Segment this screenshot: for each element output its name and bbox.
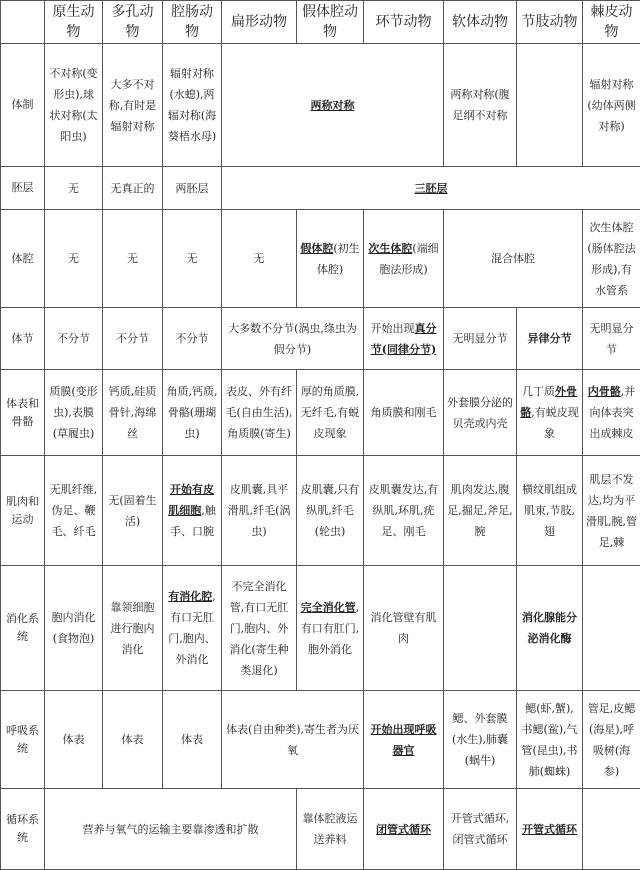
table-cell: 体表(自由种类),寄生者为厌氧	[222, 691, 364, 789]
header-annelid: 环节动物	[364, 1, 444, 44]
table-cell: 无明显分节	[583, 308, 640, 370]
table-cell: 靠领细胞进行胞内消化	[103, 566, 163, 691]
table-cell: 消化腺能分泌消化酶	[517, 566, 583, 691]
header-corner	[1, 1, 45, 44]
table-cell: 厚的角质膜,无纤毛,有蜕皮现象	[297, 370, 364, 456]
table-cell: 体表	[163, 691, 222, 789]
table-cell: 外套膜分泌的贝壳或内壳	[444, 370, 517, 456]
keyword: 次生体腔	[368, 242, 412, 255]
table-cell: 无肌纤维,伪足、鞭毛、纤毛	[45, 456, 103, 566]
table-cell	[297, 210, 364, 308]
table-cell: 混合体腔	[444, 210, 583, 308]
row-circulatory	[1, 789, 640, 870]
table-cell: 无真正的	[103, 167, 163, 210]
table-cell: 质膜(变形虫),表膜(草履虫)	[45, 370, 103, 456]
row-segmentation	[1, 308, 640, 370]
table-cell	[517, 370, 583, 456]
table-cell	[583, 789, 640, 870]
table-cell: 不完全消化管,有口无肛门,胞内、外消化(寄生种类退化)	[222, 566, 297, 691]
cell-text: ,并向体表突出成棘皮	[590, 385, 636, 440]
table-cell	[364, 308, 444, 370]
table-cell: 次生体腔(肠体腔法形成),有水管系	[583, 210, 640, 308]
table-cell: 三胚层	[222, 167, 640, 210]
table-cell: 两胚层	[163, 167, 222, 210]
row-label: 消化系统	[1, 566, 45, 691]
keyword: 内骨骼	[588, 385, 621, 398]
header-mollusca: 软体动物	[444, 1, 517, 44]
row-digestive	[1, 566, 640, 691]
table-cell: 两称对称	[222, 44, 444, 167]
table-cell	[364, 210, 444, 308]
row-label: 体节	[1, 308, 45, 370]
table-cell: 角质,钙质,骨骼(珊瑚虫)	[163, 370, 222, 456]
cell-text: ,有蜕皮现象	[531, 406, 579, 440]
table-cell: 皮肌囊,具平滑肌,纤毛(涡虫)	[222, 456, 297, 566]
table-cell: 鳃(虾,蟹),书鳃(鲎),气管(昆虫),书肺(蜘蛛)	[517, 691, 583, 789]
table-cell: 闭管式循环	[364, 789, 444, 870]
table-cell: 消化管壁有肌肉	[364, 566, 444, 691]
cell-text: ,有口有肛门,胞外消化	[301, 601, 360, 656]
keyword: 假体腔	[300, 242, 333, 255]
header-porifera: 多孔动物	[103, 1, 163, 44]
table-cell	[517, 44, 583, 167]
row-germ-layers	[1, 167, 640, 210]
table-cell: 开始出现呼吸器官	[364, 691, 444, 789]
table-cell: 不分节	[103, 308, 163, 370]
table-cell: 表皮、外有纤毛(自由生活),角质膜(寄生)	[222, 370, 297, 456]
row-respiratory	[1, 691, 640, 789]
table-cell: 开管式循环	[517, 789, 583, 870]
row-label: 循环系统	[1, 789, 45, 870]
cell-text: 几丁质	[522, 385, 555, 398]
table-cell	[163, 566, 222, 691]
table-cell	[444, 566, 517, 691]
table-cell: 体表	[45, 691, 103, 789]
table-cell: 辐射对称(水螅),两辐对称(海葵梧水母)	[163, 44, 222, 167]
row-label: 体腔	[1, 210, 45, 308]
keyword: 有消化腔	[168, 590, 212, 603]
table-cell: 角质膜和刚毛	[364, 370, 444, 456]
table-cell: 无明显分节	[444, 308, 517, 370]
table-cell: 皮肌囊发达,有纵肌,环肌,疣足、刚毛	[364, 456, 444, 566]
table-cell: 大多不对称,有时是辐射对称	[103, 44, 163, 167]
table-cell: 大多数不分节(涡虫,绦虫为假分节)	[222, 308, 364, 370]
table-cell: 皮肌囊,只有纵肌,纤毛(轮虫)	[297, 456, 364, 566]
row-integument	[1, 370, 640, 456]
cell-text: ,触手、口腕	[170, 504, 216, 538]
row-label: 肌肉和运动	[1, 456, 45, 566]
header-arthropod: 节肢动物	[517, 1, 583, 44]
row-muscle	[1, 456, 640, 566]
row-body-plan	[1, 44, 640, 167]
cell-text: 开始出现	[371, 322, 415, 335]
table-cell: 无(固着生活)	[103, 456, 163, 566]
table-cell: 无	[222, 210, 297, 308]
header-pseudocoelomate: 假体腔动物	[297, 1, 364, 44]
table-cell: 肌层不发达,均为平滑肌,腕,管足,棘	[583, 456, 640, 566]
table-cell: 靠体腔液运送养料	[297, 789, 364, 870]
table-cell: 无	[103, 210, 163, 308]
table-cell: 两称对称(腹足纲不对称	[444, 44, 517, 167]
header-cnidaria: 腔肠动物	[163, 1, 222, 44]
keyword: 开始有皮肌细胞	[168, 483, 214, 517]
table-cell	[297, 566, 364, 691]
keyword: 外骨骼	[520, 385, 577, 419]
row-body-cavity	[1, 210, 640, 308]
table-cell	[163, 456, 222, 566]
table-cell: 无	[163, 210, 222, 308]
header-flatworm: 扁形动物	[222, 1, 297, 44]
header-row	[1, 1, 640, 44]
table-cell: 鳃、外套膜(水生),肺囊(蜗牛)	[444, 691, 517, 789]
table-cell: 无	[45, 210, 103, 308]
keyword: 完全消化管	[301, 601, 356, 614]
table-cell: 钙质,硅质骨针,海绵丝	[103, 370, 163, 456]
table-cell: 管足,皮鳃(海星),呼吸树(海参)	[583, 691, 640, 789]
table-cell	[583, 370, 640, 456]
table-cell: 不分节	[45, 308, 103, 370]
table-cell: 营养与氧气的运输主要靠渗透和扩散	[45, 789, 297, 870]
table-cell: 开管式循环,闭管式循环	[444, 789, 517, 870]
row-label: 呼吸系统	[1, 691, 45, 789]
table-cell: 肌肉发达,腹足,掘足,斧足,腕	[444, 456, 517, 566]
keyword: 真分节(同律分节)	[371, 322, 437, 356]
table-cell: 体表	[103, 691, 163, 789]
table-cell: 胞内消化(食物泡)	[45, 566, 103, 691]
table-cell: 不分节	[163, 308, 222, 370]
row-label: 体制	[1, 44, 45, 167]
table-cell: 辐射对称(幼体两侧对称)	[583, 44, 640, 167]
table-cell	[583, 566, 640, 691]
table-cell: 不对称(变形虫),球状对称(太阳虫)	[45, 44, 103, 167]
row-label: 胚层	[1, 167, 45, 210]
table-cell: 横纹肌组成肌束,节肢,翅	[517, 456, 583, 566]
cell-text: (初生体腔)	[317, 242, 360, 276]
cell-text: ,有口无肛门,胞内、外消化	[168, 590, 216, 666]
header-protozoa: 原生动物	[45, 1, 103, 44]
cell-text: (端细胞法形成)	[379, 242, 438, 276]
table-cell: 无	[45, 167, 103, 210]
header-echinoderm: 棘皮动物	[583, 1, 640, 44]
table-cell: 异律分节	[517, 308, 583, 370]
row-label: 体表和骨骼	[1, 370, 45, 456]
